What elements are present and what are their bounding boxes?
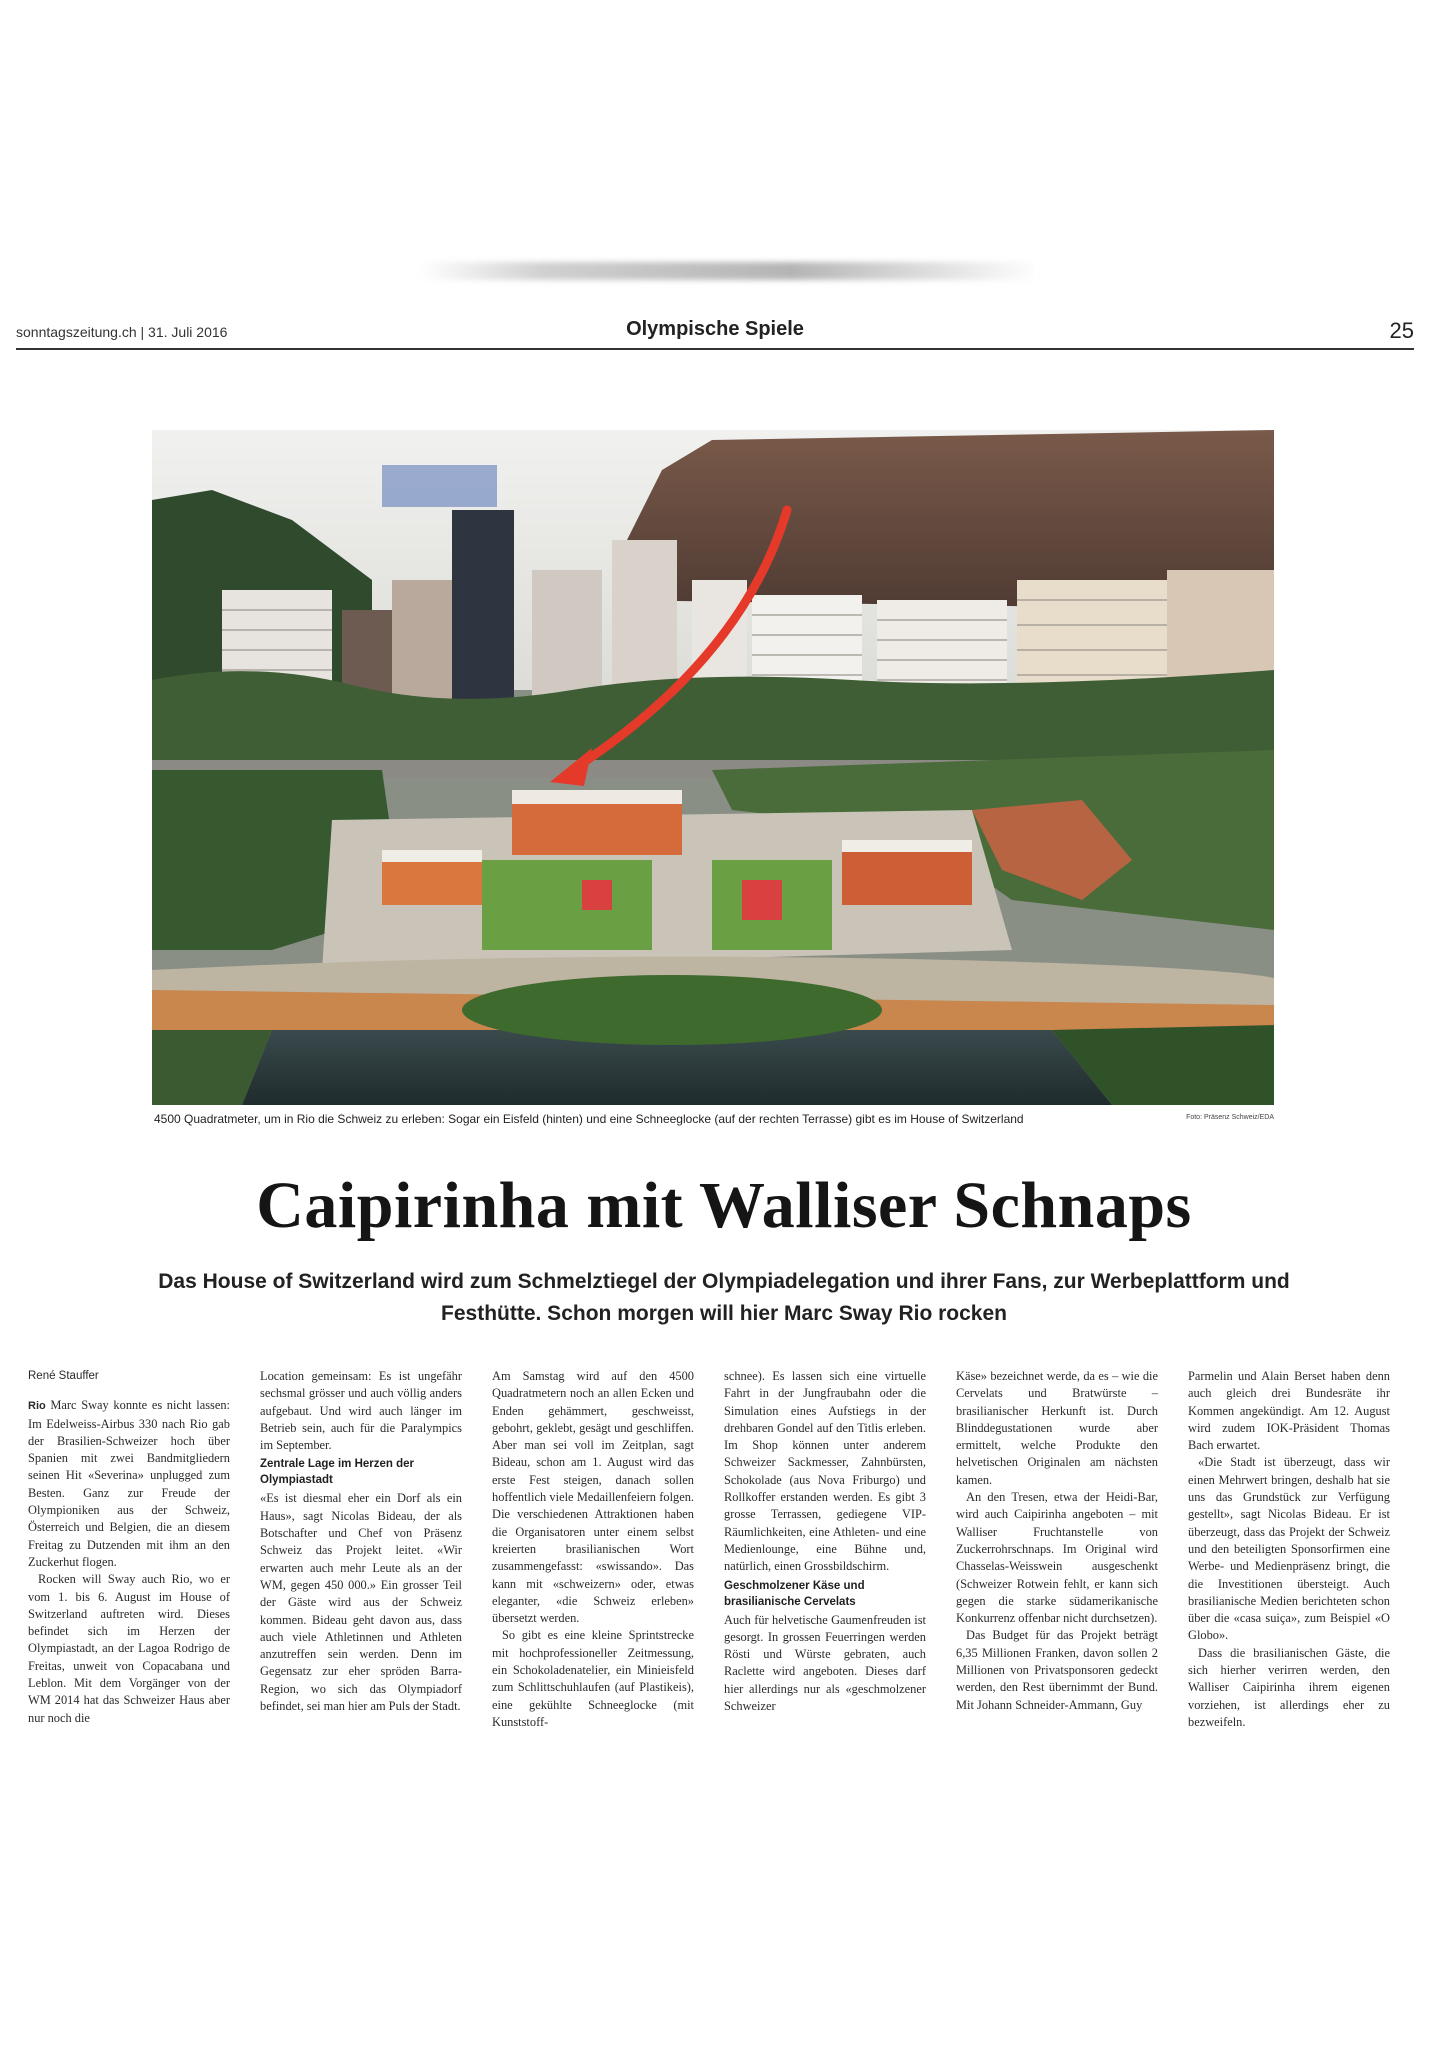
column-4 — [724, 1368, 926, 1715]
column-6 — [1188, 1368, 1390, 1731]
paragraph: Käse» bezeichnet werde, da es – wie die Cervelats und Bratwürste – brasilianischer Herkunft ist. Durch Blinddegustationen wurde aber ermittelt, welche Produkte den helvetischen Originalen am nächsten kamen. — [956, 1369, 1158, 1487]
paragraph: «Die Stadt ist überzeugt, dass wir einen Mehrwert bringen, deshalb hat sie uns das Grundstück zur Verfügung gestellt», sagt Nicolas Bideau. Er ist überzeugt, dass das Projekt der Schweiz und den beteiligten Sponsorfirmen eine Werbe- und Medienpräsenz bringt, die die Investitionen übersteigt. Auch brasilianische Medien berichteten schon über die «casa suiça», zum Beispiel «O Globo». — [1188, 1455, 1390, 1643]
dateline: Rio — [28, 1400, 46, 1413]
paragraph: schnee). Es lassen sich eine virtuelle Fahrt in der Jungfraubahn oder die Simulation eines Aufstiegs in der drehbaren Gondel auf den Titlis erleben. Im Shop können unter anderem Schweizer Sackmesser, Zahnbürsten, Schokolade (aus Nova Friburgo) und Rollkoffer erstanden werden. Es gibt 3 grosse Terrassen, gediegene VIP-Räumlichkeiten, eine Athleten- und eine Medienlounge, eine Bühne und, natürlich, einen Grossbildschirm. — [724, 1369, 926, 1574]
paragraph: Location gemeinsam: Es ist ungefähr sechsmal grösser und auch völlig anders aufgebaut. Und wird auch länger im Betrieb sein, auch für die Paralympics im September. — [260, 1369, 462, 1453]
scan-shadow — [420, 262, 1040, 280]
crosshead: Zentrale Lage im Herzen der Olympiastadt — [260, 1458, 415, 1487]
paragraph: Das Budget für das Projekt beträgt 6,35 Millionen Franken, davon sollen 2 Millionen von Privatsponsoren gedeckt werden, den Rest übernimmt der Bund. Mit Johann Schneider-Ammann, Guy — [956, 1628, 1158, 1712]
column-5 — [956, 1368, 1158, 1714]
paragraph: Am Samstag wird auf den 4500 Quadratmetern noch an allen Ecken und Enden gehämmert, geschweisst, gebohrt, geklebt, gesägt und geschliffen. Aber man sei voll im Zeitplan, sagt Bideau, schon am 1. August wird das erste Fest steigen, danach sollen hoffentlich viele Medaillenfeiern folgen. Die verschiedenen Attraktionen haben die Organisatoren unter einem selbst kreierten brasilianischen Wort zusammengefasst: «swissando». Das kann mit «schweizern» oder, etwas eleganter, «die Schweiz erleben» übersetzt werden. — [492, 1369, 694, 1626]
byline: René Stauffer — [28, 1370, 99, 1382]
column-3 — [492, 1368, 694, 1731]
section-title: Olympische Spiele — [626, 318, 804, 340]
column-1 — [28, 1368, 230, 1727]
crosshead: Geschmolzener Käse und brasilianische Cervelats — [724, 1579, 865, 1608]
publication-date: sonntagszeitung.ch | 31. Juli 2016 — [16, 324, 228, 340]
column-2 — [260, 1368, 462, 1715]
house-of-switzerland-photo — [152, 430, 1274, 1105]
paragraph: An den Tresen, etwa der Heidi-Bar, wird auch Caipirinha angeboten – mit Walliser Fruchtanstelle von Zuckerrohrschnaps. Im Original wird Chasselas-Weisswein ausgeschenkt (Schweizer Rotwein fehlt, er kann sich gegen die starke südamerikanische Konkurrenz offenbar nicht durchsetzen). — [956, 1490, 1158, 1626]
lead-paragraph — [28, 1397, 230, 1571]
page-header — [16, 318, 1414, 350]
article-headline: Caipirinha mit Walliser Schnaps — [256, 1169, 1192, 1242]
paragraph: Auch für helvetische Gaumenfreuden ist gesorgt. In grossen Feuerringen werden Rösti und Würste gebraten, auch Raclette wird angeboten. Dieses darf hier allerdings nur als «geschmolzener Schweizer — [724, 1612, 926, 1714]
article-subhead: Das House of Switzerland wird zum Schmelztiegel der Olympiadelegation und ihrer Fans, zur Werbeplattform und Festhütte. Schon morgen will hier Marc Sway Rio rocken — [158, 1270, 1290, 1325]
paragraph: Parmelin und Alain Berset haben denn auch gleich drei Bundesräte ihr Kommen angekündigt. Am 12. August wird zudem IOK-Präsident Thomas Bach erwartet. — [1188, 1369, 1390, 1453]
paragraph: So gibt es eine kleine Sprintstrecke mit hochprofessioneller Zeitmessung, ein Schokoladenatelier, ein Minieisfeld zum Schlittschuhlaufen (auf Plastikeis), eine gekühlte Schneeglocke (mit Kunststoff- — [492, 1628, 694, 1729]
paragraph: Rocken will Sway auch Rio, wo er vom 1. bis 6. August im House of Switzerland auftreten wird. Dieses befindet sich im Herzen der Olympiastadt, an der Lagoa Rodrigo de Freitas, unweit von Copacabana und Leblon. Mit dem Vorgänger von der WM 2014 hat das Schweizer Haus aber nur noch die — [28, 1572, 230, 1725]
lead-text: Marc Sway konnte es nicht lassen: Im Edelweiss-Airbus 330 nach Rio gab der Brasilien-Schweizer hoch über Spanien mit zwei Bandmitgliedern seinen Hit «Severina» unplugged zum Besten. Ganz zur Freude der Olympioniken aus der Schweiz, Österreich und Belgien, die an diesem Freitag zu Dutzenden mit ihm an den Zuckerhut flogen. — [28, 1398, 230, 1569]
paragraph: Dass die brasilianischen Gäste, die sich hierher verirren werden, den Walliser Caipirinha ihrem eigenen vorziehen, ist allerdings eher zu bezweifeln. — [1188, 1645, 1390, 1729]
page-number: 25 — [1389, 318, 1414, 343]
paragraph: «Es ist diesmal eher ein Dorf als ein Haus», sagt Nicolas Bideau, der als Botschafter und Chef von Präsenz Schweiz das Projekt leitet. «Wir erwarten auch mehr Leute als an der WM, gegen 450 000.» Ein grosser Teil der Gäste wird aus der Schweiz kommen. Bideau geht davon aus, dass auch viele Athletinnen und Athleten anzutreffen sein werden. Denn im Gegensatz zur eher spröden Barra-Region, wo sich das Olympiadorf befindet, sei man hier am Puls der Stadt. — [260, 1491, 462, 1714]
photo-caption: 4500 Quadratmeter, um in Rio die Schweiz zu erleben: Sogar ein Eisfeld (hinten) und eine Schneeglocke (auf der rechten Terrasse) gibt es im House of Switzerland — [154, 1112, 1024, 1126]
article-body — [28, 1368, 1408, 1768]
photo-credit: Foto: Präsenz Schweiz/EDA — [1186, 1114, 1274, 1121]
